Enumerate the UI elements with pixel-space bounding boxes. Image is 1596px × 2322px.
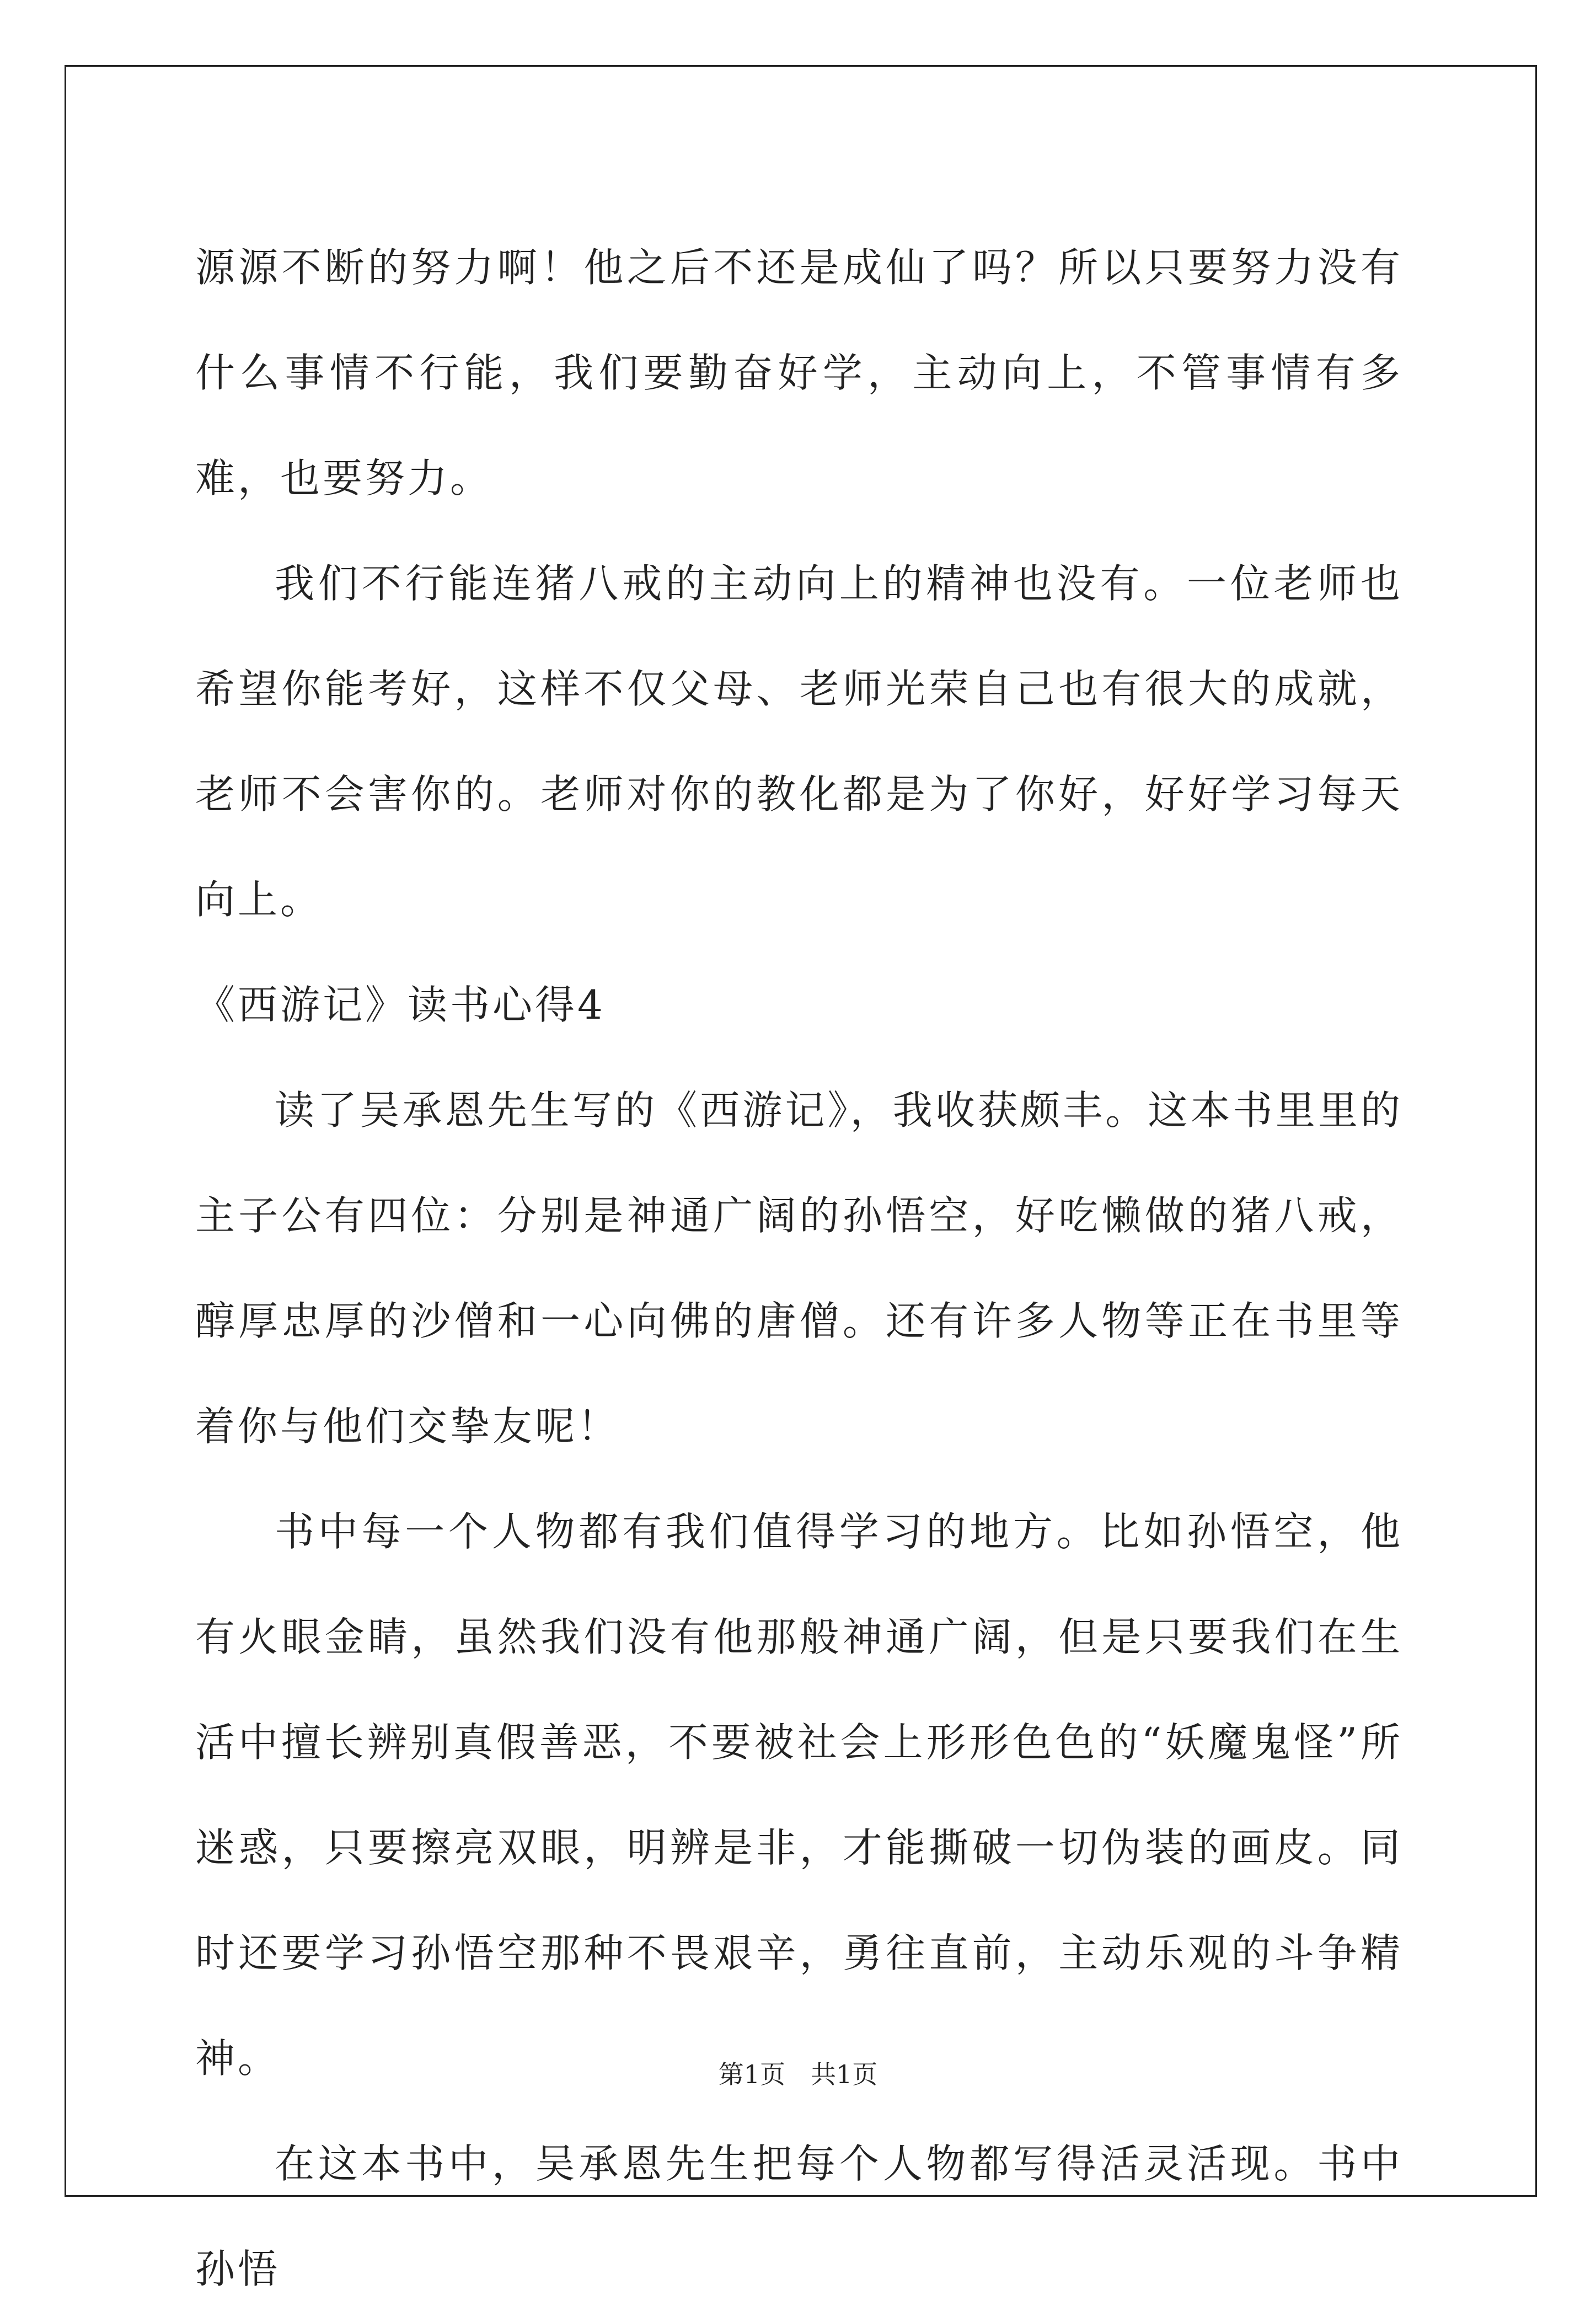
paragraph: 在这本书中，吴承恩先生把每个人物都写得活灵活现。书中孙悟: [195, 2141, 1403, 2292]
section-heading: 《西游记》读书心得4: [195, 982, 606, 1028]
paragraph: 源源不断的努力啊！他之后不还是成仙了吗？所以只要努力没有什么事情不行能，我们要勤奋好学，主动向上，不管事情有多难，也要努力。: [195, 244, 1403, 501]
paragraph: 书中每一个人物都有我们值得学习的地方。比如孙悟空，他有火眼金睛，虽然我们没有他那般神通广阔，但是只要我们在生活中擅长辨别真假善恶，不要被社会上形形色色的“妖魔鬼怪”所迷惑，只要擦亮双眼，明辨是非，才能撕破一切伪装的画皮。同时还要学习孙悟空那种不畏艰辛，勇往直前，主动乐观的斗争精神。: [195, 1508, 1403, 2082]
page-footer: 第1页 共1页: [718, 2059, 878, 2089]
paragraph: 我们不行能连猪八戒的主动向上的精神也没有。一位老师也希望你能考好，这样不仅父母、老师光荣自己也有很大的成就，老师不会害你的。老师对你的教化都是为了你好，好好学习每天向上。: [195, 560, 1403, 923]
paragraph: 读了吴承恩先生写的《西游记》，我收获颇丰。这本书里里的主子公有四位：分别是神通广阔的孙悟空，好吃懒做的猪八戒，醇厚忠厚的沙僧和一心向佛的唐僧。还有许多人物等正在书里等着你与他们交挚友呢！: [195, 1087, 1403, 1449]
document-body: [195, 215, 1403, 2322]
